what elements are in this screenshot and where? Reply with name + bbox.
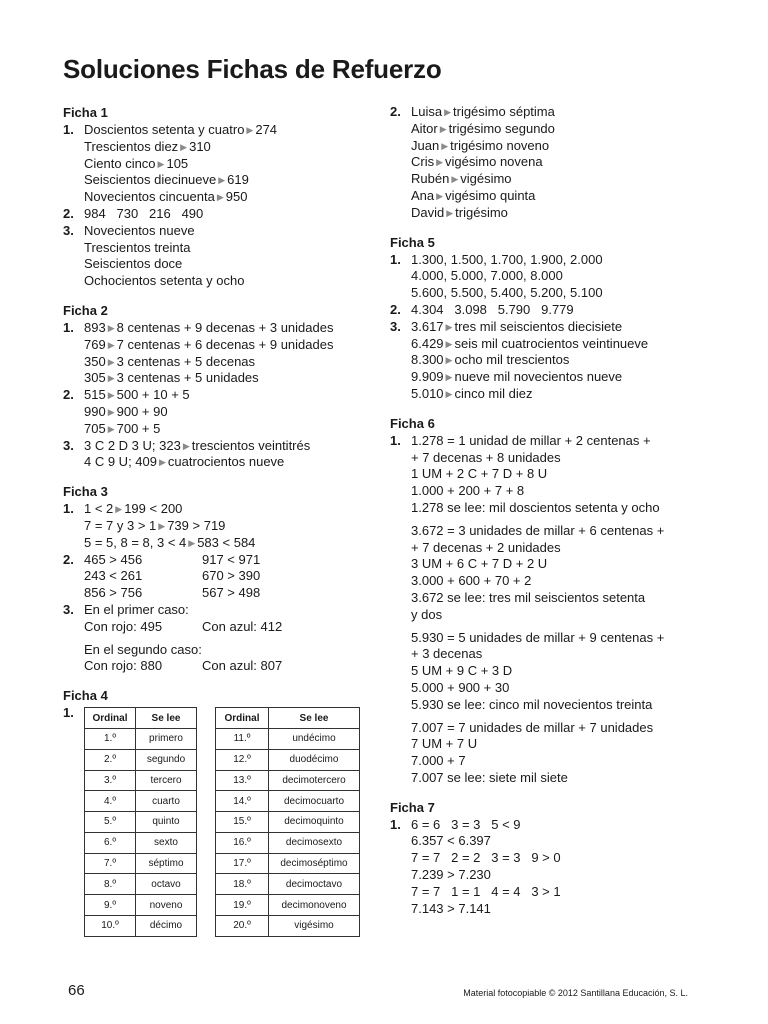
comparison: 856 > 756 bbox=[84, 585, 143, 601]
column-header: Ordinal bbox=[216, 708, 269, 729]
ficha-1-item-3 bbox=[63, 223, 363, 290]
answer-value: 8 centenas + 9 decenas + 3 unidades bbox=[116, 319, 334, 335]
item-number: 2. bbox=[390, 301, 401, 317]
decomposition-line: 5.000 + 900 + 30 bbox=[411, 679, 510, 695]
ficha-3-item-3 bbox=[63, 602, 363, 675]
ficha-5-item-2 bbox=[390, 302, 710, 319]
answer-text: 5 = 5, 8 = 8, 3 < 4 bbox=[84, 534, 187, 550]
ficha-7-item-1 bbox=[390, 817, 710, 918]
table-row bbox=[85, 895, 197, 916]
reading-cell: decimosexto bbox=[269, 832, 360, 853]
ordinal-cell: 3.º bbox=[85, 770, 136, 791]
reading-cell: segundo bbox=[136, 749, 197, 770]
item-number: 1. bbox=[63, 122, 74, 137]
decomposition-line: 7 UM + 7 U bbox=[411, 736, 478, 752]
reading-cell: tercero bbox=[136, 770, 197, 791]
answer-text: 769 bbox=[84, 336, 106, 352]
ordinal-cell: 17.º bbox=[216, 853, 269, 874]
left-column bbox=[63, 104, 363, 949]
answer-value: 105 bbox=[166, 155, 189, 171]
decomposition-line: 7.000 + 7 bbox=[411, 753, 466, 769]
answer-value: 880 bbox=[140, 658, 163, 674]
item-number: 1. bbox=[390, 432, 401, 448]
page-number: 66 bbox=[68, 982, 85, 999]
ficha-3-title: Ficha 3 bbox=[63, 484, 108, 500]
case-label: En el segundo caso: bbox=[84, 641, 202, 657]
item-number: 3. bbox=[63, 222, 74, 238]
ordinal-cell: 10.º bbox=[85, 916, 136, 937]
ordinal-cell: 11.º bbox=[216, 728, 269, 749]
arrow-right-icon: ▶ bbox=[445, 372, 453, 383]
comparison-line: 7.239 > 7.230 bbox=[411, 867, 491, 883]
item-number: 1. bbox=[63, 501, 74, 517]
reading-cell: séptimo bbox=[136, 853, 197, 874]
table-row bbox=[85, 832, 197, 853]
decomposition-line: + 3 decenas bbox=[411, 646, 483, 662]
answer-text: Doscientos setenta y cuatro bbox=[84, 122, 245, 137]
answer-text: 350 bbox=[84, 353, 106, 369]
ficha-5 bbox=[390, 234, 710, 403]
answer-text: Novecientos cincuenta bbox=[84, 189, 215, 205]
decomposition-line: 7.007 se lee: siete mil siete bbox=[411, 769, 568, 785]
reading-cell: undécimo bbox=[269, 728, 360, 749]
ordinal-cell: 5.º bbox=[85, 812, 136, 833]
answer-text: 8.300 bbox=[411, 352, 444, 368]
reading-cell: decimotercero bbox=[269, 770, 360, 791]
decomposition-line: 7.007 = 7 unidades de millar + 7 unidades bbox=[411, 719, 654, 735]
answer-value: trigésimo séptima bbox=[453, 104, 555, 119]
ficha-4 bbox=[63, 687, 363, 937]
table-row bbox=[216, 812, 360, 833]
ordinal-cell: 8.º bbox=[85, 874, 136, 895]
table-row bbox=[216, 895, 360, 916]
answer-text: Seiscientos diecinueve bbox=[84, 172, 217, 188]
comparison: 465 > 456 bbox=[84, 551, 143, 567]
ordinal-cell: 12.º bbox=[216, 749, 269, 770]
answer-value: 500 + 10 + 5 bbox=[116, 387, 190, 403]
decomposition-line: + 7 decenas + 2 unidades bbox=[411, 539, 561, 555]
answer-text: 6.429 bbox=[411, 335, 444, 351]
decomposition-line: + 7 decenas + 8 unidades bbox=[411, 449, 561, 465]
reading-cell: decimonoveno bbox=[269, 895, 360, 916]
answer-value: 950 bbox=[225, 189, 248, 205]
item-number: 3. bbox=[390, 318, 401, 334]
ordinal-cell: 19.º bbox=[216, 895, 269, 916]
arrow-right-icon: ▶ bbox=[436, 190, 444, 201]
arrow-right-icon: ▶ bbox=[441, 140, 449, 151]
table-row bbox=[216, 749, 360, 770]
answer-value: vigésimo quinta bbox=[445, 187, 536, 203]
answer-text: Novecientos nueve bbox=[84, 222, 195, 238]
decomposition-line: y dos bbox=[411, 606, 443, 622]
table-row bbox=[85, 916, 197, 937]
reading-cell: quinto bbox=[136, 812, 197, 833]
reading-cell: octavo bbox=[136, 874, 197, 895]
comparison-line: 7.143 > 7.141 bbox=[411, 900, 491, 916]
answer-value: cinco mil diez bbox=[454, 385, 533, 401]
reading-cell: decimocuarto bbox=[269, 791, 360, 812]
answer-value: trigésimo noveno bbox=[450, 137, 550, 153]
arrow-right-icon: ▶ bbox=[107, 339, 115, 350]
arrow-right-icon: ▶ bbox=[444, 107, 451, 117]
reading-cell: noveno bbox=[136, 895, 197, 916]
color-label: Con rojo: bbox=[84, 658, 137, 674]
answer-text: 305 bbox=[84, 370, 106, 386]
arrow-right-icon: ▶ bbox=[157, 158, 165, 169]
column-header: Ordinal bbox=[85, 708, 136, 729]
answer-value: 900 + 90 bbox=[116, 403, 168, 419]
answer-value: cuatrocientos nueve bbox=[167, 454, 285, 470]
ordinal-cell: 20.º bbox=[216, 916, 269, 937]
person-name: Luisa bbox=[411, 104, 443, 119]
answer-text: 5.600, 5.500, 5.400, 5.200, 5.100 bbox=[411, 285, 603, 301]
table-row bbox=[85, 853, 197, 874]
copyright-notice: Material fotocopiable © 2012 Santillana Educación, S. L. bbox=[463, 988, 688, 998]
reading-cell: cuarto bbox=[136, 791, 197, 812]
page-title: Soluciones Fichas de Refuerzo bbox=[63, 54, 442, 84]
ordinal-cell: 15.º bbox=[216, 812, 269, 833]
table-row bbox=[85, 812, 197, 833]
decomposition-line: 5.930 = 5 unidades de millar + 9 centenas + bbox=[411, 629, 665, 645]
ordinal-cell: 13.º bbox=[216, 770, 269, 791]
item-number: 1. bbox=[390, 816, 401, 832]
ficha-6-title: Ficha 6 bbox=[390, 415, 435, 431]
column-header: Se lee bbox=[136, 708, 197, 729]
arrow-right-icon: ▶ bbox=[115, 504, 123, 515]
ficha-1-item-1 bbox=[63, 122, 363, 206]
ficha-7-title: Ficha 7 bbox=[390, 799, 435, 815]
ficha-4-item-1 bbox=[63, 705, 363, 937]
ficha-1 bbox=[63, 104, 363, 290]
color-label: Con azul: bbox=[202, 618, 257, 634]
person-name: David bbox=[411, 204, 445, 220]
answer-text: 9.909 bbox=[411, 369, 444, 385]
comparison: 567 > 498 bbox=[202, 585, 261, 601]
answer-text: 1 < 2 bbox=[84, 501, 114, 517]
ficha-2-item-2 bbox=[63, 387, 363, 437]
ficha-4-item-2 bbox=[390, 104, 710, 222]
table-row bbox=[216, 832, 360, 853]
ordinal-cell: 7.º bbox=[85, 853, 136, 874]
answer-text: 3 C 2 D 3 U; 323 bbox=[84, 437, 181, 453]
ordinal-cell: 6.º bbox=[85, 832, 136, 853]
arrow-right-icon: ▶ bbox=[436, 157, 444, 168]
table-row bbox=[216, 791, 360, 812]
answer-text: Trescientos treinta bbox=[84, 239, 191, 255]
answer-text: Ochocientos setenta y ocho bbox=[84, 273, 245, 289]
table-row bbox=[216, 728, 360, 749]
table-row bbox=[216, 916, 360, 937]
table-row bbox=[85, 791, 197, 812]
decomposition-line: 3 UM + 6 C + 7 D + 2 U bbox=[411, 556, 548, 572]
item-number: 2. bbox=[390, 104, 401, 119]
ficha-5-item-1 bbox=[390, 252, 710, 302]
answer-text: 7 = 7 y 3 > 1 bbox=[84, 517, 157, 533]
table-row bbox=[85, 728, 197, 749]
person-name: Rubén bbox=[411, 171, 450, 187]
answer-value: 274 bbox=[255, 122, 278, 137]
ordinal-table-2 bbox=[215, 707, 360, 937]
ficha-5-item-3 bbox=[390, 319, 710, 403]
answer-value: trigésimo bbox=[455, 204, 508, 220]
ficha-2-title: Ficha 2 bbox=[63, 302, 108, 318]
ordinal-cell: 9.º bbox=[85, 895, 136, 916]
answer-text: 515 bbox=[84, 387, 106, 403]
arrow-right-icon: ▶ bbox=[445, 355, 453, 366]
ficha-2-item-1 bbox=[63, 320, 363, 387]
item-number: 1. bbox=[390, 251, 401, 267]
answer-text: 4.304 3.098 5.790 9.779 bbox=[411, 301, 574, 317]
item-number: 3. bbox=[63, 437, 74, 453]
arrow-right-icon: ▶ bbox=[216, 192, 224, 203]
reading-cell: duodécimo bbox=[269, 749, 360, 770]
answer-text: Ciento cinco bbox=[84, 155, 156, 171]
answer-text: Seiscientos doce bbox=[84, 256, 183, 272]
right-column bbox=[390, 104, 710, 929]
ordinal-cell: 18.º bbox=[216, 874, 269, 895]
answer-value: ocho mil trescientos bbox=[454, 352, 570, 368]
answer-text: 4.000, 5.000, 7.000, 8.000 bbox=[411, 268, 563, 284]
answer-value: vigésimo bbox=[460, 171, 512, 187]
arrow-right-icon: ▶ bbox=[446, 207, 454, 218]
answer-text: 1.300, 1.500, 1.700, 1.900, 2.000 bbox=[411, 251, 603, 267]
ficha-3 bbox=[63, 483, 363, 675]
item-number: 1. bbox=[63, 705, 74, 721]
item-number: 3. bbox=[63, 601, 74, 617]
table-row bbox=[216, 853, 360, 874]
decomposition-line: 3.672 = 3 unidades de millar + 6 centenas + bbox=[411, 522, 665, 538]
reading-cell: vigésimo bbox=[269, 916, 360, 937]
column-header: Se lee bbox=[269, 708, 360, 729]
color-label: Con rojo: bbox=[84, 618, 137, 634]
answer-value: 3 centenas + 5 unidades bbox=[116, 370, 259, 386]
answer-value: 199 < 200 bbox=[124, 501, 183, 517]
comparison: 243 < 261 bbox=[84, 568, 143, 584]
answer-text: Trescientos diez bbox=[84, 138, 179, 154]
ficha-7 bbox=[390, 799, 710, 918]
answer-value: 3 centenas + 5 decenas bbox=[116, 353, 256, 369]
ficha-6 bbox=[390, 415, 710, 787]
answer-value: 310 bbox=[189, 138, 211, 154]
ordinal-cell: 2.º bbox=[85, 749, 136, 770]
reading-cell: decimoquinto bbox=[269, 812, 360, 833]
arrow-right-icon: ▶ bbox=[451, 174, 459, 185]
arrow-right-icon: ▶ bbox=[439, 123, 447, 134]
table-row bbox=[85, 749, 197, 770]
ordinal-cell: 4.º bbox=[85, 791, 136, 812]
reading-cell: decimoséptimo bbox=[269, 853, 360, 874]
color-label: Con azul: bbox=[202, 658, 257, 674]
decomposition-line: 1.000 + 200 + 7 + 8 bbox=[411, 483, 525, 499]
answer-text: 3.617 bbox=[411, 318, 444, 334]
table-row bbox=[85, 874, 197, 895]
answer-value: 739 > 719 bbox=[167, 517, 226, 533]
arrow-right-icon: ▶ bbox=[107, 390, 115, 401]
ordinal-cell: 16.º bbox=[216, 832, 269, 853]
arrow-right-icon: ▶ bbox=[182, 440, 190, 451]
ficha-3-item-1 bbox=[63, 501, 363, 551]
item-number: 2. bbox=[63, 551, 74, 567]
decomposition-line: 5 UM + 9 C + 3 D bbox=[411, 663, 513, 679]
answer-value: 583 < 584 bbox=[197, 534, 256, 550]
decomposition-line: 3.672 se lee: tres mil seiscientos setenta bbox=[411, 589, 646, 605]
arrow-right-icon: ▶ bbox=[159, 457, 166, 468]
arrow-right-icon: ▶ bbox=[107, 322, 115, 333]
answer-value: 807 bbox=[260, 658, 283, 674]
arrow-right-icon: ▶ bbox=[107, 373, 115, 384]
ficha-6-item-1 bbox=[390, 433, 710, 787]
ficha-5-title: Ficha 5 bbox=[390, 234, 435, 250]
table-row bbox=[216, 770, 360, 791]
comparison-line: 7 = 7 2 = 2 3 = 3 9 > 0 bbox=[411, 850, 561, 866]
ficha-2 bbox=[63, 302, 363, 471]
answer-value: nueve mil novecientos nueve bbox=[454, 369, 623, 385]
comparison-line: 7 = 7 1 = 1 4 = 4 3 > 1 bbox=[411, 883, 561, 899]
decomposition-line: 3.000 + 600 + 70 + 2 bbox=[411, 573, 532, 589]
person-name: Cris bbox=[411, 154, 435, 170]
arrow-right-icon: ▶ bbox=[445, 321, 453, 332]
ficha-2-item-3 bbox=[63, 438, 363, 472]
person-name: Juan bbox=[411, 137, 440, 153]
table-row bbox=[85, 770, 197, 791]
answer-value: 700 + 5 bbox=[116, 420, 161, 436]
decomposition-line: 1 UM + 2 C + 7 D + 8 U bbox=[411, 466, 548, 482]
answer-value: 7 centenas + 6 decenas + 9 unidades bbox=[116, 336, 334, 352]
answer-text: 990 bbox=[84, 403, 106, 419]
answer-text: 5.010 bbox=[411, 385, 444, 401]
answer-value: 495 bbox=[140, 618, 163, 634]
arrow-right-icon: ▶ bbox=[218, 175, 226, 186]
reading-cell: primero bbox=[136, 728, 197, 749]
comparison-line: 6 = 6 3 = 3 5 < 9 bbox=[411, 816, 521, 832]
arrow-right-icon: ▶ bbox=[107, 406, 115, 417]
ordinal-cell: 1.º bbox=[85, 728, 136, 749]
ficha-4-title: Ficha 4 bbox=[63, 688, 108, 704]
comparison: 670 > 390 bbox=[202, 568, 261, 584]
item-number: 2. bbox=[63, 387, 74, 403]
reading-cell: decimoctavo bbox=[269, 874, 360, 895]
item-number: 2. bbox=[63, 205, 74, 221]
answer-value: 619 bbox=[227, 172, 249, 188]
arrow-right-icon: ▶ bbox=[188, 537, 196, 548]
decomposition-line: 1.278 = 1 unidad de millar + 2 centenas + bbox=[411, 432, 651, 448]
arrow-right-icon: ▶ bbox=[107, 356, 115, 367]
arrow-right-icon: ▶ bbox=[107, 423, 115, 434]
decomposition-line: 5.930 se lee: cinco mil novecientos treinta bbox=[411, 696, 653, 712]
reading-cell: décimo bbox=[136, 916, 197, 937]
comparison-line: 6.357 < 6.397 bbox=[411, 833, 491, 849]
table-row bbox=[216, 874, 360, 895]
ordinal-cell: 14.º bbox=[216, 791, 269, 812]
ficha-1-item-2 bbox=[63, 206, 363, 223]
item-number: 1. bbox=[63, 319, 74, 335]
decomposition-line: 1.278 se lee: mil doscientos setenta y ocho bbox=[411, 499, 660, 515]
arrow-right-icon: ▶ bbox=[158, 520, 166, 531]
answer-value: 412 bbox=[260, 618, 283, 634]
comparison: 917 < 971 bbox=[202, 551, 261, 567]
person-name: Aitor bbox=[411, 120, 438, 136]
person-name: Ana bbox=[411, 187, 435, 203]
reading-cell: sexto bbox=[136, 832, 197, 853]
answer-text: 705 bbox=[84, 420, 106, 436]
answer-text: 893 bbox=[84, 319, 106, 335]
answer-value: vigésimo novena bbox=[445, 154, 543, 170]
case-label: En el primer caso: bbox=[84, 601, 189, 617]
arrow-right-icon: ▶ bbox=[445, 388, 453, 399]
answer-text: 4 C 9 U; 409 bbox=[84, 454, 157, 470]
ficha-1-title: Ficha 1 bbox=[63, 105, 108, 120]
arrow-right-icon: ▶ bbox=[445, 338, 453, 349]
answer-value: seis mil cuatrocientos veintinueve bbox=[454, 335, 649, 351]
answer-value: trigésimo segundo bbox=[448, 120, 555, 136]
answer-text: 984 730 216 490 bbox=[84, 205, 204, 221]
arrow-right-icon: ▶ bbox=[180, 141, 188, 152]
answer-value: tres mil seiscientos diecisiete bbox=[454, 318, 623, 334]
answer-value: trescientos veintitrés bbox=[191, 437, 311, 453]
ficha-3-item-2 bbox=[63, 552, 363, 602]
ordinal-table-1 bbox=[84, 707, 197, 937]
arrow-right-icon: ▶ bbox=[246, 125, 254, 135]
